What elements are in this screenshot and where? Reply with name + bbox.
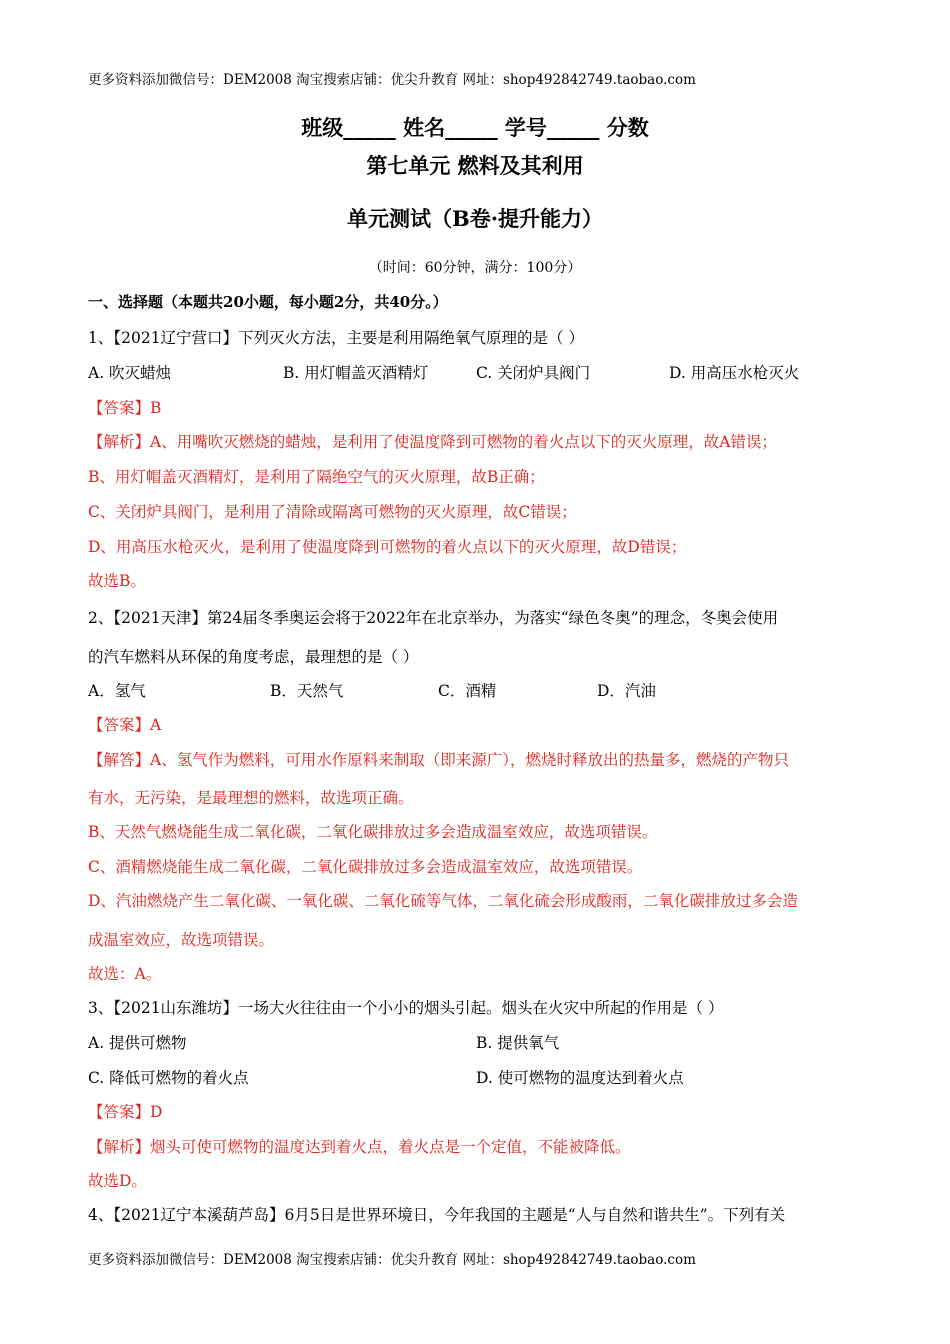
q1-analysis-line: C、关闭炉具阀门，是利用了清除或隔离可燃物的灭火原理，故C错误； [88,503,577,521]
q1-option-a: A. 吹灭蜡烛 [88,364,172,382]
q3-option-a: A. 提供可燃物 [88,1034,187,1052]
q2-stem-line: 2、【2021天津】第24届冬季奥运会将于2022年在北京举办，为落实“绿色冬奥”的理念，冬奥会使用 [88,609,779,627]
time-info: （时间：60分钟，满分：100分） [368,260,582,276]
unit-title: 第七单元 燃料及其利用 [366,153,584,178]
q1-analysis-line: B、用灯帽盖灭酒精灯，是利用了隔绝空气的灭火原理，故B正确； [88,468,545,486]
q3-answer: 【答案】D [88,1103,163,1121]
q2-answer: 【答案】A [88,716,162,734]
q1-option-d: D. 用高压水枪灭火 [669,364,800,382]
q3-conclusion: 故选D。 [88,1172,147,1190]
q2-analysis-line: B、天然气燃烧能生成二氧化碳，二氧化碳排放过多会造成温室效应，故选项错误。 [88,823,658,841]
q1-conclusion: 故选B。 [88,572,146,590]
title-fields: 班级_____ 姓名_____ 学号_____ 分数 [301,115,649,140]
q3-option-b: B. 提供氧气 [476,1034,560,1052]
q2-stem-line: 的汽车燃料从环保的角度考虑，最理想的是（ ） [88,648,419,666]
header-note: 更多资料添加微信号：DEM2008 淘宝搜索店铺：优尖升教育 网址：shop492842749.taobao.com [88,72,696,88]
q2-conclusion: 故选：A。 [88,965,162,983]
q3-analysis-line: 【解析】烟头可使可燃物的温度达到着火点，着火点是一个定值，不能被降低。 [88,1138,631,1156]
q2-analysis-line: D、汽油燃烧产生二氧化碳、一氧化碳、二氧化硫等气体，二氧化硫会形成酸雨，二氧化碳排放过多会造 [88,892,798,910]
q4-stem: 4、【2021辽宁本溪葫芦岛】6月5日是世界环境日，今年我国的主题是“人与自然和谐共生”。下列有关 [88,1206,786,1224]
q2-analysis-line: C、酒精燃烧能生成二氧化碳，二氧化碳排放过多会造成温室效应，故选项错误。 [88,858,643,876]
q1-stem: 1、【2021辽宁营口】下列灭火方法，主要是利用隔绝氧气原理的是（ ） [88,329,584,347]
q3-stem: 3、【2021山东潍坊】一场大火往往由一个小小的烟头引起。烟头在火灾中所起的作用是（ ） [88,999,724,1017]
q2-option-c: C．酒精 [438,682,497,700]
q1-option-c: C. 关闭炉具阀门 [476,364,591,382]
test-title: 单元测试（B卷·提升能力） [346,206,604,231]
q2-analysis-line: 成温室效应，故选项错误。 [88,931,275,949]
q2-analysis-line: 有水，无污染，是最理想的燃料，故选项正确。 [88,789,414,807]
q2-option-b: B．天然气 [270,682,344,700]
q1-analysis-line: 【解析】A、用嘴吹灭燃烧的蜡烛，是利用了使温度降到可燃物的着火点以下的灭火原理，故A错误； [88,433,777,451]
section-title: 一、选择题（本题共20小题，每小题2分，共40分。） [88,293,448,311]
q3-option-c: C. 降低可燃物的着火点 [88,1069,249,1087]
q2-analysis-line: 【解答】A、氢气作为燃料，可用水作原料来制取（即来源广），燃烧时释放出的热量多，燃烧的产物只 [88,751,789,769]
q2-option-a: A．氢气 [88,682,146,700]
q1-option-b: B. 用灯帽盖灭酒精灯 [283,364,429,382]
q1-analysis-line: D、用高压水枪灭火，是利用了使温度降到可燃物的着火点以下的灭火原理，故D错误； [88,538,687,556]
q1-answer: 【答案】B [88,399,162,417]
footer-note: 更多资料添加微信号：DEM2008 淘宝搜索店铺：优尖升教育 网址：shop492842749.taobao.com [88,1252,696,1268]
q2-option-d: D．汽油 [597,682,656,700]
q3-option-d: D. 使可燃物的温度达到着火点 [476,1069,684,1087]
